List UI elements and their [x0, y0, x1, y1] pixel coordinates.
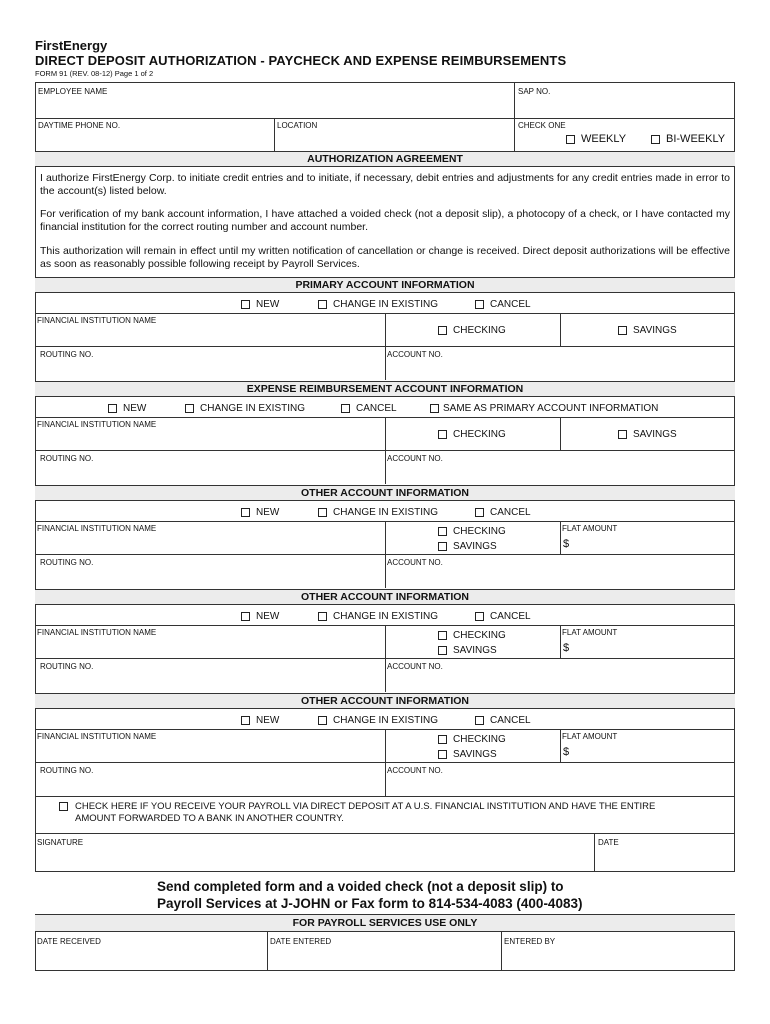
weekly-checkbox[interactable]: WEEKLY	[566, 133, 626, 145]
expense-change-checkbox[interactable]: CHANGE IN EXISTING	[185, 403, 305, 414]
other2-savings-checkbox[interactable]: SAVINGS	[438, 645, 497, 656]
other-account-heading-2: OTHER ACCOUNT INFORMATION	[35, 589, 735, 605]
signature-field[interactable]: SIGNATURE	[37, 838, 84, 847]
other1-routing-field[interactable]: ROUTING NO.	[40, 558, 94, 567]
other1-change-checkbox[interactable]: CHANGE IN EXISTING	[318, 507, 438, 518]
expense-account-field[interactable]: ACCOUNT NO.	[387, 454, 443, 463]
other3-new-checkbox[interactable]: NEW	[241, 715, 279, 726]
date-field[interactable]: DATE	[598, 838, 619, 847]
primary-account-field[interactable]: ACCOUNT NO.	[387, 350, 443, 359]
expense-cancel-checkbox[interactable]: CANCEL	[341, 403, 397, 414]
expense-routing-field[interactable]: ROUTING NO.	[40, 454, 94, 463]
form-title: DIRECT DEPOSIT AUTHORIZATION - PAYCHECK AND EXPENSE REIMBURSEMENTS	[35, 53, 567, 68]
checkbox-icon	[566, 135, 575, 144]
biweekly-checkbox[interactable]: BI-WEEKLY	[651, 133, 725, 145]
other2-flat-amount-field[interactable]: $	[563, 642, 570, 654]
other1-cancel-checkbox[interactable]: CANCEL	[475, 507, 531, 518]
other2-routing-field[interactable]: ROUTING NO.	[40, 662, 94, 671]
authorization-para-3: This authorization will remain in effect until my written notification of cancellation or change is received. Direct deposit authorizations will be effective as soon as reasonably possible following receipt by Payroll Services.	[40, 245, 730, 270]
other1-fin-inst-field[interactable]: FINANCIAL INSTITUTION NAME	[37, 524, 157, 533]
primary-new-checkbox[interactable]: NEW	[241, 299, 279, 310]
other2-new-checkbox[interactable]: NEW	[241, 611, 279, 622]
primary-cancel-checkbox[interactable]: CANCEL	[475, 299, 531, 310]
other1-new-checkbox[interactable]: NEW	[241, 507, 279, 518]
other3-fin-inst-field[interactable]: FINANCIAL INSTITUTION NAME	[37, 732, 157, 741]
expense-account-heading: EXPENSE REIMBURSEMENT ACCOUNT INFORMATION	[35, 381, 735, 397]
primary-routing-field[interactable]: ROUTING NO.	[40, 350, 94, 359]
entered-by-field[interactable]: ENTERED BY	[504, 937, 556, 946]
primary-checking-checkbox[interactable]: CHECKING	[438, 325, 506, 336]
other2-account-field[interactable]: ACCOUNT NO.	[387, 662, 443, 671]
other1-flat-amount-label: FLAT AMOUNT	[562, 524, 618, 533]
expense-checking-checkbox[interactable]: CHECKING	[438, 429, 506, 440]
expense-new-checkbox[interactable]: NEW	[108, 403, 146, 414]
primary-fin-inst-field[interactable]: FINANCIAL INSTITUTION NAME	[37, 316, 157, 325]
check-one-label: CHECK ONE	[518, 121, 566, 130]
primary-savings-checkbox[interactable]: SAVINGS	[618, 325, 677, 336]
other3-flat-amount-label: FLAT AMOUNT	[562, 732, 618, 741]
other-account-heading-3: OTHER ACCOUNT INFORMATION	[35, 693, 735, 709]
expense-same-checkbox[interactable]: SAME AS PRIMARY ACCOUNT INFORMATION	[430, 403, 658, 414]
other3-flat-amount-field[interactable]: $	[563, 746, 570, 758]
payroll-use-heading: FOR PAYROLL SERVICES USE ONLY	[35, 915, 735, 932]
other1-account-field[interactable]: ACCOUNT NO.	[387, 558, 443, 567]
date-entered-field[interactable]: DATE ENTERED	[270, 937, 332, 946]
authorization-heading: AUTHORIZATION AGREEMENT	[35, 151, 735, 167]
sap-no-field[interactable]: SAP NO.	[518, 87, 551, 96]
form-number: FORM 91 (REV. 08-12) Page 1 of 2	[35, 69, 154, 78]
primary-account-heading: PRIMARY ACCOUNT INFORMATION	[35, 277, 735, 293]
foreign-bank-checkbox[interactable]: CHECK HERE IF YOU RECEIVE YOUR PAYROLL VIA DIRECT DEPOSIT AT A U.S. FINANCIAL INSTITUTION AND HAVE THE ENTIRE AMOUNT FORWARDED TO A BANK IN ANOTHER COUNTRY.	[59, 801, 655, 825]
employee-name-field[interactable]: EMPLOYEE NAME	[38, 87, 108, 96]
other1-flat-amount-field[interactable]: $	[563, 538, 570, 550]
other-account-heading-1: OTHER ACCOUNT INFORMATION	[35, 485, 735, 501]
other2-checking-checkbox[interactable]: CHECKING	[438, 630, 506, 641]
expense-fin-inst-field[interactable]: FINANCIAL INSTITUTION NAME	[37, 420, 157, 429]
other2-change-checkbox[interactable]: CHANGE IN EXISTING	[318, 611, 438, 622]
other2-flat-amount-label: FLAT AMOUNT	[562, 628, 618, 637]
checkbox-icon	[651, 135, 660, 144]
other2-fin-inst-field[interactable]: FINANCIAL INSTITUTION NAME	[37, 628, 157, 637]
company-name: FirstEnergy	[35, 38, 108, 53]
date-received-field[interactable]: DATE RECEIVED	[37, 937, 101, 946]
other3-change-checkbox[interactable]: CHANGE IN EXISTING	[318, 715, 438, 726]
other3-account-field[interactable]: ACCOUNT NO.	[387, 766, 443, 775]
send-instructions-line-2: Payroll Services at J-JOHN or Fax form to 814-534-4083 (400-4083)	[157, 896, 583, 911]
authorization-para-2: For verification of my bank account information, I have attached a voided check (not a deposit slip), a photocopy of a check, or I have contacted my financial institution for the correct routing number and account number.	[40, 208, 730, 233]
other1-checking-checkbox[interactable]: CHECKING	[438, 526, 506, 537]
other3-routing-field[interactable]: ROUTING NO.	[40, 766, 94, 775]
other3-checking-checkbox[interactable]: CHECKING	[438, 734, 506, 745]
primary-change-checkbox[interactable]: CHANGE IN EXISTING	[318, 299, 438, 310]
send-instructions-line-1: Send completed form and a voided check (not a deposit slip) to	[157, 879, 564, 894]
authorization-para-1: I authorize FirstEnergy Corp. to initiate credit entries and to initiate, if necessary, debit entries and adjustments for any credit entries made in error to the account(s) listed below.	[40, 172, 730, 197]
other3-savings-checkbox[interactable]: SAVINGS	[438, 749, 497, 760]
location-field[interactable]: LOCATION	[277, 121, 318, 130]
expense-savings-checkbox[interactable]: SAVINGS	[618, 429, 677, 440]
other2-cancel-checkbox[interactable]: CANCEL	[475, 611, 531, 622]
other1-savings-checkbox[interactable]: SAVINGS	[438, 541, 497, 552]
other3-cancel-checkbox[interactable]: CANCEL	[475, 715, 531, 726]
daytime-phone-field[interactable]: DAYTIME PHONE NO.	[38, 121, 121, 130]
